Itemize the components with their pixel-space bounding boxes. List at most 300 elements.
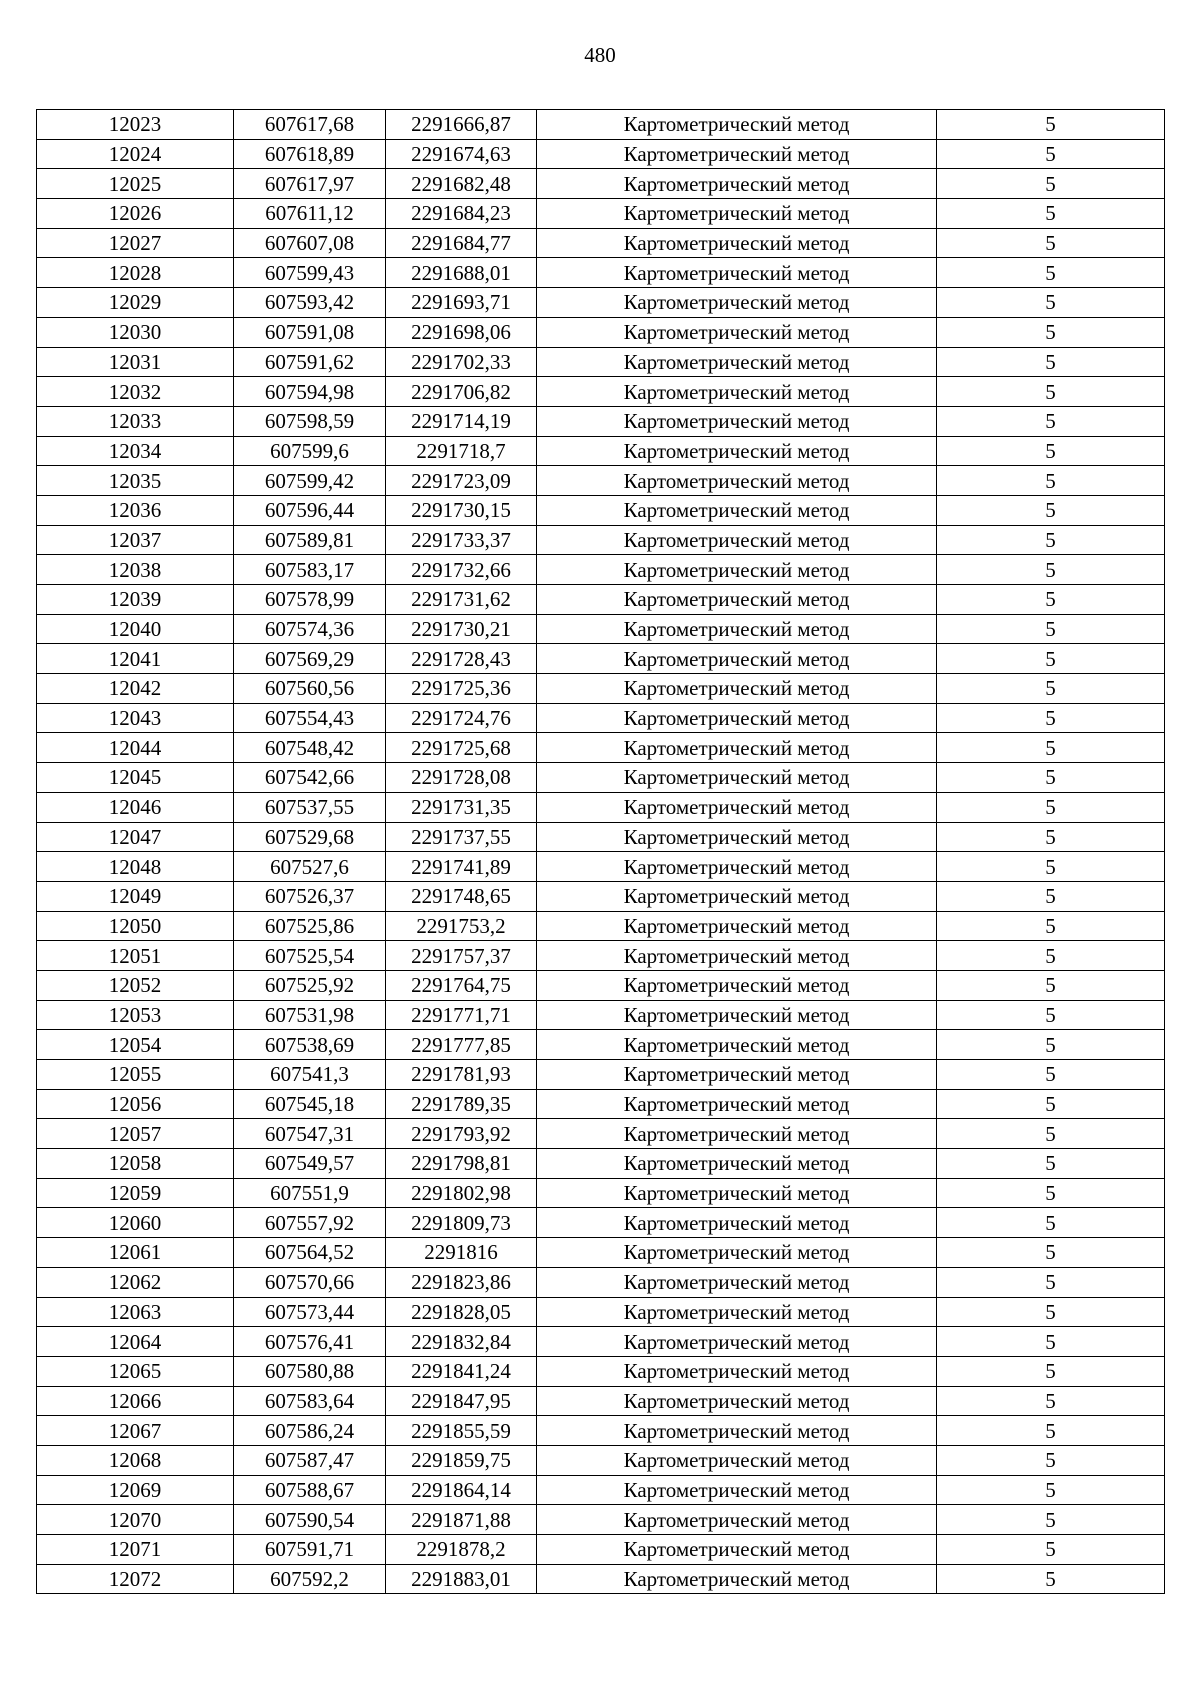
y-coordinate-cell: 2291733,37	[386, 525, 537, 555]
x-coordinate-cell: 607541,3	[234, 1060, 386, 1090]
point-number-cell: 12055	[37, 1060, 234, 1090]
x-coordinate-cell: 607529,68	[234, 822, 386, 852]
table-row	[37, 377, 1165, 407]
x-coordinate-cell: 607525,54	[234, 941, 386, 971]
method-cell: Картометрический метод	[537, 406, 937, 436]
method-cell: Картометрический метод	[537, 139, 937, 169]
x-coordinate-cell: 607569,29	[234, 644, 386, 674]
x-coordinate-cell: 607594,98	[234, 377, 386, 407]
accuracy-cell: 5	[937, 852, 1165, 882]
method-cell: Картометрический метод	[537, 1119, 937, 1149]
point-number-cell: 12050	[37, 911, 234, 941]
accuracy-cell: 5	[937, 1238, 1165, 1268]
x-coordinate-cell: 607593,42	[234, 288, 386, 318]
table-row	[37, 763, 1165, 793]
method-cell: Картометрический метод	[537, 1416, 937, 1446]
point-number-cell: 12039	[37, 585, 234, 615]
method-cell: Картометрический метод	[537, 1297, 937, 1327]
accuracy-cell: 5	[937, 674, 1165, 704]
method-cell: Картометрический метод	[537, 1505, 937, 1535]
accuracy-cell: 5	[937, 644, 1165, 674]
x-coordinate-cell: 607574,36	[234, 614, 386, 644]
y-coordinate-cell: 2291688,01	[386, 258, 537, 288]
x-coordinate-cell: 607617,68	[234, 110, 386, 140]
accuracy-cell: 5	[937, 525, 1165, 555]
y-coordinate-cell: 2291802,98	[386, 1178, 537, 1208]
method-cell: Картометрический метод	[537, 169, 937, 199]
x-coordinate-cell: 607611,12	[234, 199, 386, 229]
x-coordinate-cell: 607527,6	[234, 852, 386, 882]
method-cell: Картометрический метод	[537, 1000, 937, 1030]
accuracy-cell: 5	[937, 258, 1165, 288]
method-cell: Картометрический метод	[537, 1089, 937, 1119]
table-row	[37, 1060, 1165, 1090]
y-coordinate-cell: 2291684,23	[386, 199, 537, 229]
accuracy-cell: 5	[937, 1030, 1165, 1060]
point-number-cell: 12060	[37, 1208, 234, 1238]
method-cell: Картометрический метод	[537, 1030, 937, 1060]
point-number-cell: 12052	[37, 970, 234, 1000]
y-coordinate-cell: 2291698,06	[386, 317, 537, 347]
point-number-cell: 12065	[37, 1356, 234, 1386]
method-cell: Картометрический метод	[537, 288, 937, 318]
point-number-cell: 12072	[37, 1564, 234, 1594]
y-coordinate-cell: 2291725,36	[386, 674, 537, 704]
method-cell: Картометрический метод	[537, 258, 937, 288]
accuracy-cell: 5	[937, 377, 1165, 407]
point-number-cell: 12030	[37, 317, 234, 347]
table-row	[37, 228, 1165, 258]
table-row	[37, 1475, 1165, 1505]
y-coordinate-cell: 2291798,81	[386, 1149, 537, 1179]
accuracy-cell: 5	[937, 406, 1165, 436]
y-coordinate-cell: 2291855,59	[386, 1416, 537, 1446]
accuracy-cell: 5	[937, 1475, 1165, 1505]
method-cell: Картометрический метод	[537, 436, 937, 466]
table-row	[37, 733, 1165, 763]
accuracy-cell: 5	[937, 614, 1165, 644]
x-coordinate-cell: 607591,62	[234, 347, 386, 377]
x-coordinate-cell: 607551,9	[234, 1178, 386, 1208]
table-row	[37, 1030, 1165, 1060]
x-coordinate-cell: 607557,92	[234, 1208, 386, 1238]
y-coordinate-cell: 2291674,63	[386, 139, 537, 169]
y-coordinate-cell: 2291706,82	[386, 377, 537, 407]
table-row	[37, 911, 1165, 941]
point-number-cell: 12054	[37, 1030, 234, 1060]
y-coordinate-cell: 2291771,71	[386, 1000, 537, 1030]
table-row	[37, 941, 1165, 971]
table-row	[37, 1564, 1165, 1594]
y-coordinate-cell: 2291723,09	[386, 466, 537, 496]
method-cell: Картометрический метод	[537, 763, 937, 793]
method-cell: Картометрический метод	[537, 466, 937, 496]
x-coordinate-cell: 607599,43	[234, 258, 386, 288]
accuracy-cell: 5	[937, 1297, 1165, 1327]
x-coordinate-cell: 607525,86	[234, 911, 386, 941]
x-coordinate-cell: 607596,44	[234, 495, 386, 525]
y-coordinate-cell: 2291702,33	[386, 347, 537, 377]
y-coordinate-cell: 2291693,71	[386, 288, 537, 318]
table-row	[37, 1386, 1165, 1416]
point-number-cell: 12064	[37, 1327, 234, 1357]
y-coordinate-cell: 2291732,66	[386, 555, 537, 585]
table-row	[37, 792, 1165, 822]
x-coordinate-cell: 607537,55	[234, 792, 386, 822]
y-coordinate-cell: 2291718,7	[386, 436, 537, 466]
x-coordinate-cell: 607580,88	[234, 1356, 386, 1386]
point-number-cell: 12037	[37, 525, 234, 555]
x-coordinate-cell: 607617,97	[234, 169, 386, 199]
x-coordinate-cell: 607598,59	[234, 406, 386, 436]
accuracy-cell: 5	[937, 1505, 1165, 1535]
table-row	[37, 555, 1165, 585]
point-number-cell: 12040	[37, 614, 234, 644]
method-cell: Картометрический метод	[537, 1564, 937, 1594]
point-number-cell: 12042	[37, 674, 234, 704]
point-number-cell: 12071	[37, 1535, 234, 1565]
table-row	[37, 1297, 1165, 1327]
x-coordinate-cell: 607607,08	[234, 228, 386, 258]
point-number-cell: 12057	[37, 1119, 234, 1149]
y-coordinate-cell: 2291793,92	[386, 1119, 537, 1149]
method-cell: Картометрический метод	[537, 525, 937, 555]
point-number-cell: 12041	[37, 644, 234, 674]
table-row	[37, 703, 1165, 733]
method-cell: Картометрический метод	[537, 1238, 937, 1268]
y-coordinate-cell: 2291809,73	[386, 1208, 537, 1238]
method-cell: Картометрический метод	[537, 881, 937, 911]
accuracy-cell: 5	[937, 347, 1165, 377]
accuracy-cell: 5	[937, 1564, 1165, 1594]
accuracy-cell: 5	[937, 1327, 1165, 1357]
point-number-cell: 12047	[37, 822, 234, 852]
table-row	[37, 585, 1165, 615]
x-coordinate-cell: 607549,57	[234, 1149, 386, 1179]
accuracy-cell: 5	[937, 792, 1165, 822]
table-row	[37, 1208, 1165, 1238]
table-row	[37, 169, 1165, 199]
accuracy-cell: 5	[937, 169, 1165, 199]
x-coordinate-cell: 607586,24	[234, 1416, 386, 1446]
accuracy-cell: 5	[937, 199, 1165, 229]
point-number-cell: 12058	[37, 1149, 234, 1179]
y-coordinate-cell: 2291741,89	[386, 852, 537, 882]
x-coordinate-cell: 607560,56	[234, 674, 386, 704]
method-cell: Картометрический метод	[537, 911, 937, 941]
method-cell: Картометрический метод	[537, 1535, 937, 1565]
y-coordinate-cell: 2291737,55	[386, 822, 537, 852]
point-number-cell: 12068	[37, 1445, 234, 1475]
coordinates-table-body	[37, 110, 1165, 1594]
point-number-cell: 12023	[37, 110, 234, 140]
table-row	[37, 1327, 1165, 1357]
method-cell: Картометрический метод	[537, 585, 937, 615]
point-number-cell: 12061	[37, 1238, 234, 1268]
accuracy-cell: 5	[937, 733, 1165, 763]
x-coordinate-cell: 607525,92	[234, 970, 386, 1000]
x-coordinate-cell: 607542,66	[234, 763, 386, 793]
accuracy-cell: 5	[937, 1416, 1165, 1446]
table-row	[37, 258, 1165, 288]
y-coordinate-cell: 2291871,88	[386, 1505, 537, 1535]
table-row	[37, 1149, 1165, 1179]
point-number-cell: 12059	[37, 1178, 234, 1208]
point-number-cell: 12025	[37, 169, 234, 199]
accuracy-cell: 5	[937, 585, 1165, 615]
y-coordinate-cell: 2291847,95	[386, 1386, 537, 1416]
accuracy-cell: 5	[937, 1119, 1165, 1149]
table-row	[37, 1505, 1165, 1535]
method-cell: Картометрический метод	[537, 555, 937, 585]
table-row	[37, 1238, 1165, 1268]
y-coordinate-cell: 2291816	[386, 1238, 537, 1268]
y-coordinate-cell: 2291823,86	[386, 1267, 537, 1297]
point-number-cell: 12049	[37, 881, 234, 911]
table-row	[37, 881, 1165, 911]
point-number-cell: 12046	[37, 792, 234, 822]
table-row	[37, 139, 1165, 169]
point-number-cell: 12043	[37, 703, 234, 733]
x-coordinate-cell: 607599,6	[234, 436, 386, 466]
point-number-cell: 12024	[37, 139, 234, 169]
method-cell: Картометрический метод	[537, 1356, 937, 1386]
y-coordinate-cell: 2291666,87	[386, 110, 537, 140]
method-cell: Картометрический метод	[537, 1445, 937, 1475]
table-row	[37, 347, 1165, 377]
y-coordinate-cell: 2291878,2	[386, 1535, 537, 1565]
method-cell: Картометрический метод	[537, 228, 937, 258]
point-number-cell: 12063	[37, 1297, 234, 1327]
point-number-cell: 12062	[37, 1267, 234, 1297]
accuracy-cell: 5	[937, 288, 1165, 318]
accuracy-cell: 5	[937, 466, 1165, 496]
page-number: 480	[584, 43, 616, 67]
y-coordinate-cell: 2291728,43	[386, 644, 537, 674]
y-coordinate-cell: 2291864,14	[386, 1475, 537, 1505]
x-coordinate-cell: 607599,42	[234, 466, 386, 496]
method-cell: Картометрический метод	[537, 941, 937, 971]
point-number-cell: 12048	[37, 852, 234, 882]
method-cell: Картометрический метод	[537, 822, 937, 852]
method-cell: Картометрический метод	[537, 1149, 937, 1179]
point-number-cell: 12035	[37, 466, 234, 496]
accuracy-cell: 5	[937, 1000, 1165, 1030]
y-coordinate-cell: 2291731,62	[386, 585, 537, 615]
accuracy-cell: 5	[937, 881, 1165, 911]
table-row	[37, 466, 1165, 496]
x-coordinate-cell: 607548,42	[234, 733, 386, 763]
table-row	[37, 644, 1165, 674]
point-number-cell: 12034	[37, 436, 234, 466]
table-row	[37, 822, 1165, 852]
point-number-cell: 12056	[37, 1089, 234, 1119]
x-coordinate-cell: 607570,66	[234, 1267, 386, 1297]
method-cell: Картометрический метод	[537, 110, 937, 140]
method-cell: Картометрический метод	[537, 377, 937, 407]
y-coordinate-cell: 2291714,19	[386, 406, 537, 436]
point-number-cell: 12045	[37, 763, 234, 793]
point-number-cell: 12028	[37, 258, 234, 288]
accuracy-cell: 5	[937, 110, 1165, 140]
y-coordinate-cell: 2291682,48	[386, 169, 537, 199]
accuracy-cell: 5	[937, 1445, 1165, 1475]
y-coordinate-cell: 2291764,75	[386, 970, 537, 1000]
y-coordinate-cell: 2291684,77	[386, 228, 537, 258]
accuracy-cell: 5	[937, 1060, 1165, 1090]
point-number-cell: 12032	[37, 377, 234, 407]
method-cell: Картометрический метод	[537, 970, 937, 1000]
y-coordinate-cell: 2291781,93	[386, 1060, 537, 1090]
x-coordinate-cell: 607618,89	[234, 139, 386, 169]
y-coordinate-cell: 2291730,15	[386, 495, 537, 525]
table-row	[37, 1000, 1165, 1030]
point-number-cell: 12026	[37, 199, 234, 229]
x-coordinate-cell: 607545,18	[234, 1089, 386, 1119]
y-coordinate-cell: 2291841,24	[386, 1356, 537, 1386]
x-coordinate-cell: 607590,54	[234, 1505, 386, 1535]
x-coordinate-cell: 607588,67	[234, 1475, 386, 1505]
x-coordinate-cell: 607583,17	[234, 555, 386, 585]
table-row	[37, 495, 1165, 525]
table-row	[37, 1119, 1165, 1149]
y-coordinate-cell: 2291789,35	[386, 1089, 537, 1119]
y-coordinate-cell: 2291728,08	[386, 763, 537, 793]
accuracy-cell: 5	[937, 941, 1165, 971]
accuracy-cell: 5	[937, 436, 1165, 466]
table-row	[37, 406, 1165, 436]
x-coordinate-cell: 607576,41	[234, 1327, 386, 1357]
point-number-cell: 12066	[37, 1386, 234, 1416]
x-coordinate-cell: 607526,37	[234, 881, 386, 911]
method-cell: Картометрический метод	[537, 347, 937, 377]
accuracy-cell: 5	[937, 763, 1165, 793]
y-coordinate-cell: 2291883,01	[386, 1564, 537, 1594]
x-coordinate-cell: 607573,44	[234, 1297, 386, 1327]
table-row	[37, 674, 1165, 704]
y-coordinate-cell: 2291757,37	[386, 941, 537, 971]
table-row	[37, 1535, 1165, 1565]
point-number-cell: 12029	[37, 288, 234, 318]
y-coordinate-cell: 2291828,05	[386, 1297, 537, 1327]
y-coordinate-cell: 2291748,65	[386, 881, 537, 911]
accuracy-cell: 5	[937, 1178, 1165, 1208]
method-cell: Картометрический метод	[537, 614, 937, 644]
y-coordinate-cell: 2291753,2	[386, 911, 537, 941]
accuracy-cell: 5	[937, 911, 1165, 941]
method-cell: Картометрический метод	[537, 852, 937, 882]
table-row	[37, 1445, 1165, 1475]
y-coordinate-cell: 2291724,76	[386, 703, 537, 733]
point-number-cell: 12053	[37, 1000, 234, 1030]
accuracy-cell: 5	[937, 1149, 1165, 1179]
table-row	[37, 970, 1165, 1000]
method-cell: Картометрический метод	[537, 1267, 937, 1297]
table-row	[37, 1178, 1165, 1208]
accuracy-cell: 5	[937, 822, 1165, 852]
point-number-cell: 12067	[37, 1416, 234, 1446]
x-coordinate-cell: 607592,2	[234, 1564, 386, 1594]
point-number-cell: 12027	[37, 228, 234, 258]
point-number-cell: 12069	[37, 1475, 234, 1505]
x-coordinate-cell: 607583,64	[234, 1386, 386, 1416]
x-coordinate-cell: 607531,98	[234, 1000, 386, 1030]
accuracy-cell: 5	[937, 495, 1165, 525]
table-row	[37, 1356, 1165, 1386]
x-coordinate-cell: 607587,47	[234, 1445, 386, 1475]
table-row	[37, 614, 1165, 644]
table-row	[37, 1089, 1165, 1119]
accuracy-cell: 5	[937, 1356, 1165, 1386]
table-row	[37, 199, 1165, 229]
accuracy-cell: 5	[937, 970, 1165, 1000]
point-number-cell: 12044	[37, 733, 234, 763]
method-cell: Картометрический метод	[537, 674, 937, 704]
accuracy-cell: 5	[937, 1089, 1165, 1119]
y-coordinate-cell: 2291832,84	[386, 1327, 537, 1357]
table-row	[37, 110, 1165, 140]
point-number-cell: 12036	[37, 495, 234, 525]
x-coordinate-cell: 607589,81	[234, 525, 386, 555]
method-cell: Картометрический метод	[537, 1208, 937, 1238]
table-row	[37, 317, 1165, 347]
method-cell: Картометрический метод	[537, 733, 937, 763]
y-coordinate-cell: 2291731,35	[386, 792, 537, 822]
accuracy-cell: 5	[937, 703, 1165, 733]
accuracy-cell: 5	[937, 555, 1165, 585]
y-coordinate-cell: 2291777,85	[386, 1030, 537, 1060]
method-cell: Картометрический метод	[537, 1475, 937, 1505]
coordinates-table	[36, 109, 1165, 1594]
point-number-cell: 12031	[37, 347, 234, 377]
table-row	[37, 852, 1165, 882]
point-number-cell: 12033	[37, 406, 234, 436]
x-coordinate-cell: 607554,43	[234, 703, 386, 733]
table-row	[37, 288, 1165, 318]
x-coordinate-cell: 607564,52	[234, 1238, 386, 1268]
x-coordinate-cell: 607591,08	[234, 317, 386, 347]
accuracy-cell: 5	[937, 1208, 1165, 1238]
method-cell: Картометрический метод	[537, 1386, 937, 1416]
method-cell: Картометрический метод	[537, 495, 937, 525]
x-coordinate-cell: 607538,69	[234, 1030, 386, 1060]
accuracy-cell: 5	[937, 228, 1165, 258]
y-coordinate-cell: 2291859,75	[386, 1445, 537, 1475]
accuracy-cell: 5	[937, 1267, 1165, 1297]
method-cell: Картометрический метод	[537, 703, 937, 733]
accuracy-cell: 5	[937, 317, 1165, 347]
method-cell: Картометрический метод	[537, 1327, 937, 1357]
method-cell: Картометрический метод	[537, 792, 937, 822]
table-row	[37, 525, 1165, 555]
x-coordinate-cell: 607591,71	[234, 1535, 386, 1565]
x-coordinate-cell: 607578,99	[234, 585, 386, 615]
point-number-cell: 12038	[37, 555, 234, 585]
accuracy-cell: 5	[937, 139, 1165, 169]
table-row	[37, 436, 1165, 466]
y-coordinate-cell: 2291725,68	[386, 733, 537, 763]
table-row	[37, 1267, 1165, 1297]
method-cell: Картометрический метод	[537, 1060, 937, 1090]
point-number-cell: 12051	[37, 941, 234, 971]
method-cell: Картометрический метод	[537, 644, 937, 674]
point-number-cell: 12070	[37, 1505, 234, 1535]
accuracy-cell: 5	[937, 1386, 1165, 1416]
method-cell: Картометрический метод	[537, 317, 937, 347]
x-coordinate-cell: 607547,31	[234, 1119, 386, 1149]
accuracy-cell: 5	[937, 1535, 1165, 1565]
method-cell: Картометрический метод	[537, 1178, 937, 1208]
